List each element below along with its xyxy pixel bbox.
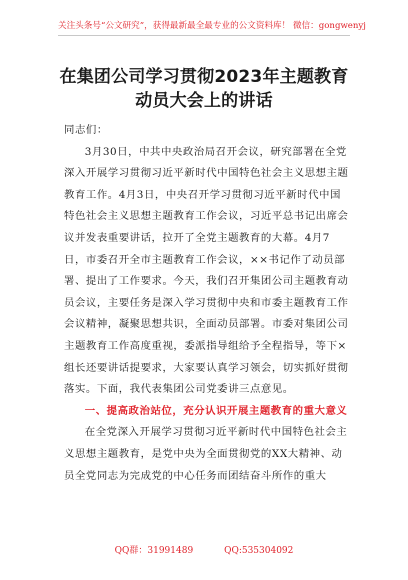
paragraph-1: 3月30日，中共中央政治局召开会议，研究部署在全党深入开展学习贯彻习近平新时代中国特色社会主义思想主题教育工作。4月3日，中央召开学习贯彻习近平新时代中国特色社会主义思想主题教育工作会议，习近平总书记出席会议并发表重要讲话，拉开了全党主题教育的大幕。4月7日，市委召开全市主题教育工作会议，××书记作了动员部署、提出了工作要求。今天，我们召开集团公司主题教育动员会议，主要任务是深入学习贯彻中央和市委主题教育工作会议精神，凝聚思想共识，全面动员部署。市委对集团公司主题教育工作高度重视，委派指导组给予全程指导，等下×组长还要讲话提要求，大家要认真学习领会，切实抓好贯彻落实。下面，我代表集团公司党委讲三点意见。 (64, 145, 349, 396)
section-1-heading: 一、提高政治站位，充分认识开展主题教育的重大意义 (84, 404, 348, 417)
salutation: 同志们： (64, 124, 108, 136)
footer-qq: QQ:535304092 (224, 546, 294, 556)
footer (0, 545, 408, 557)
document-body (64, 120, 350, 487)
document-title: 在集团公司学习贯彻2023年主题教育动员大会上的讲话 (59, 67, 349, 111)
paragraph-2: 在全党深入开展学习贯彻习近平新时代中国特色社会主义思想主题教育，是党中央为全面贯彻党的XX大精神、动员全党同志为完成党的中心任务而团结奋斗所作的重大 (64, 426, 348, 482)
footer-qq-group: QQ群：31991489 (114, 546, 194, 556)
header-banner: 关注头条号“公文研究”，获得最新最全最专业的公文资料库！ 微信：gongwenyj (58, 20, 350, 36)
